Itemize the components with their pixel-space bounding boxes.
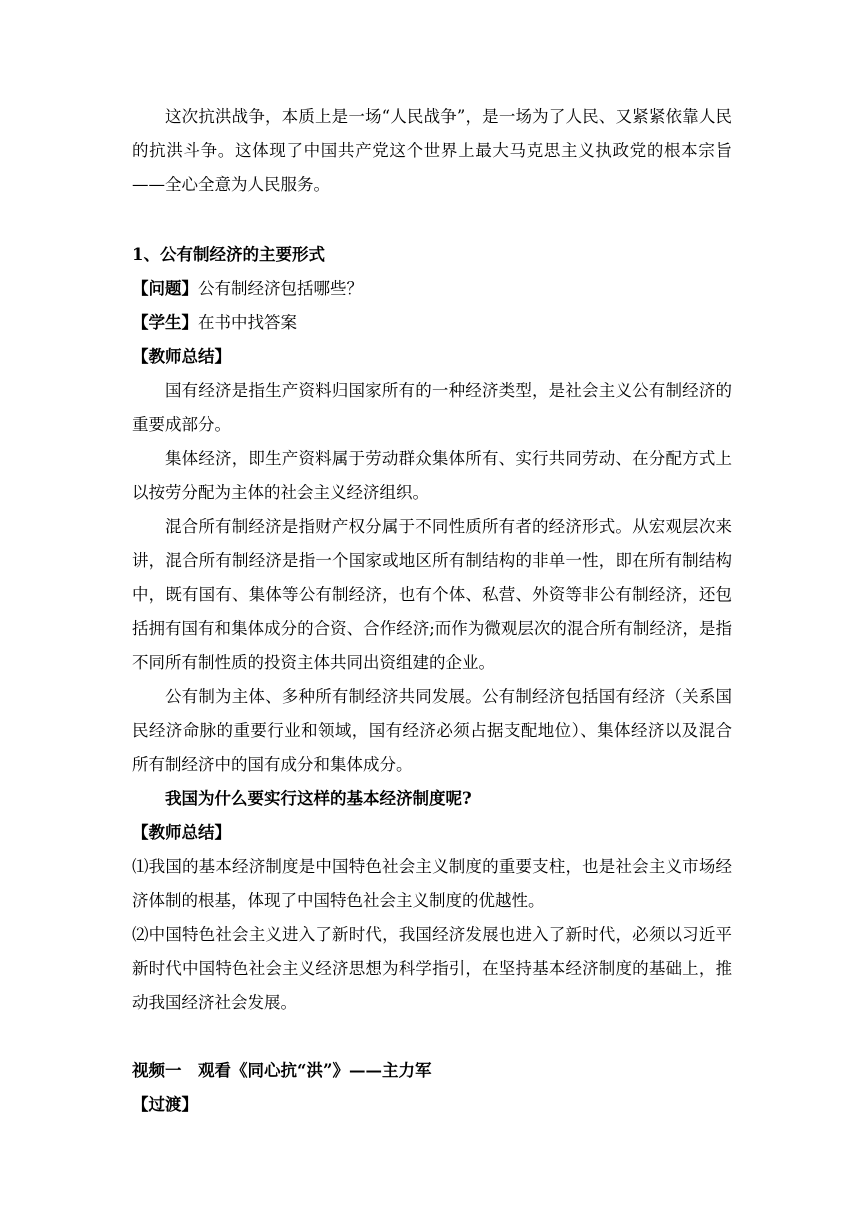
teacher-summary-label: 【教师总结】	[132, 347, 231, 366]
student-label: 【学生】	[132, 313, 198, 332]
state-economy-paragraph: 国有经济是指生产资料归国家所有的一种经济类型，是社会主义公有制经济的重要成部分。	[132, 381, 732, 434]
public-ownership-paragraph: 公有制为主体、多种所有制经济共同发展。公有制经济包括国有经济（关系国民经济命脉的重要行业和领域，国有经济必须占据支配地位）、集体经济以及混合所有制经济中的国有成分和集体成分。	[132, 687, 732, 774]
document-page	[132, 100, 732, 1122]
spacer	[132, 1020, 732, 1054]
section-heading: 1、公有制经济的主要形式	[132, 245, 325, 264]
why-question: 我国为什么要实行这样的基本经济制度呢?	[165, 789, 472, 808]
transition-label: 【过渡】	[132, 1095, 198, 1114]
mixed-economy-paragraph: 混合所有制经济是指财产权分属于不同性质所有者的经济形式。从宏观层次来讲，混合所有制经济是指一个国家或地区所有制结构的非单一性，即在所有制结构中，既有国有、集体等公有制经济，也有个体、私营、外资等非公有制经济，还包括拥有国有和集体成分的合资、合作经济;而作为微观层次的混合所有制经济，是指不同所有制性质的投资主体共同出资组建的企业。	[132, 517, 732, 672]
summary-point-2: ⑵中国特色社会主义进入了新时代，我国经济发展也进入了新时代，必须以习近平新时代中国特色社会主义经济思想为科学指引，在坚持基本经济制度的基础上，推动我国经济社会发展。	[132, 925, 732, 1012]
question-label: 【问题】	[132, 279, 198, 298]
video-heading: 视频一 观看《同心抗“洪”》——主力军	[132, 1061, 432, 1080]
summary-point-1: ⑴我国的基本经济制度是中国特色社会主义制度的重要支柱，也是社会主义市场经济体制的根基，体现了中国特色社会主义制度的优越性。	[132, 857, 732, 910]
intro-paragraph: 这次抗洪战争，本质上是一场“人民战争”，是一场为了人民、又紧紧依靠人民的抗洪斗争。这体现了中国共产党这个世界上最大马克思主义执政党的根本宗旨——全心全意为人民服务。	[132, 107, 732, 194]
question-text: 公有制经济包括哪些？	[198, 279, 363, 298]
spacer	[132, 202, 732, 238]
student-line	[132, 306, 732, 340]
teacher-summary-label: 【教师总结】	[132, 823, 231, 842]
collective-economy-paragraph: 集体经济，即生产资料属于劳动群众集体所有、实行共同劳动、在分配方式上以按劳分配为主体的社会主义经济组织。	[132, 449, 732, 502]
student-text: 在书中找答案	[198, 313, 297, 332]
question-line	[132, 272, 732, 306]
